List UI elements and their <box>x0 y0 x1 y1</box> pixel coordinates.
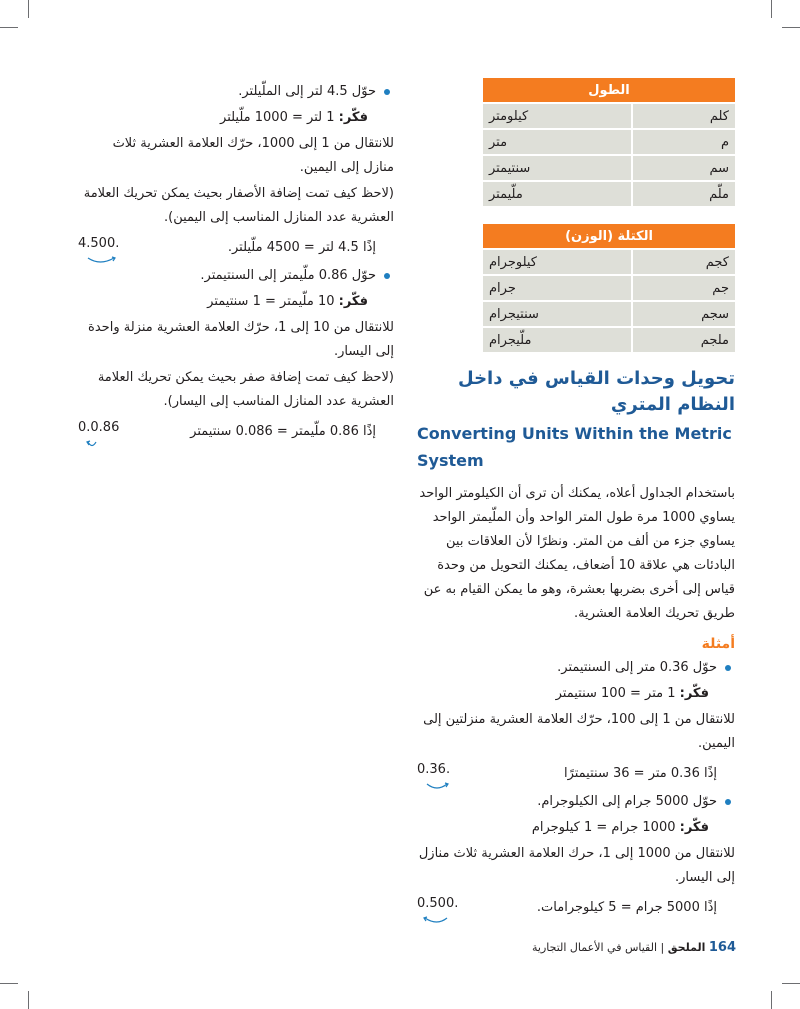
table-row <box>483 156 735 180</box>
crop-mark <box>28 991 29 1009</box>
think-label: فكّر: <box>679 686 709 701</box>
unit-name: ملّيجرام <box>483 328 631 352</box>
unit-abbr: كجم <box>631 250 735 274</box>
crop-mark <box>771 0 772 18</box>
crop-mark <box>782 27 800 28</box>
unit-abbr: جم <box>631 276 735 300</box>
think-text: 10 ملّيمتر = 1 سنتيمتر <box>207 294 335 309</box>
result-text: إذًا 4.5 لتر = 4500 ملّيلتر. <box>227 240 376 255</box>
result-line <box>417 758 735 786</box>
unit-abbr: سم <box>631 156 735 180</box>
crop-mark <box>28 0 29 18</box>
think-text: 1000 جرام = 1 كيلوجرام <box>531 820 676 835</box>
table-row <box>483 104 735 128</box>
crop-mark <box>771 991 772 1009</box>
example-task: حوّل 0.86 ملّيمتر إلى السنتيمتر. <box>78 264 394 288</box>
explanation: للانتقال من 1000 إلى 1، حرك العلامة العشرية ثلاث منازل إلى اليسار. <box>418 846 735 885</box>
decimal-shift <box>78 232 119 260</box>
table-row <box>483 276 735 300</box>
result-text: إذًا 5000 جرام = 5 كيلوجرامات. <box>536 900 717 915</box>
example-3 <box>78 80 394 260</box>
crop-mark <box>0 27 18 28</box>
unit-name: سنتيمتر <box>483 156 631 180</box>
think-label: فكّر: <box>338 294 368 309</box>
unit-abbr: ملجم <box>631 328 735 352</box>
think-line <box>417 816 735 840</box>
result-text: إذًا 0.86 ملّيمتر = 0.086 سنتيمتر <box>190 424 376 439</box>
result-line <box>417 892 735 920</box>
think-text: 1 لتر = 1000 ملّيلتر <box>220 110 335 125</box>
explanation: للانتقال من 1 إلى 100، حرّك العلامة العشرية منزلتين إلى اليمين. <box>423 712 735 751</box>
page-number: 164 <box>708 940 736 955</box>
unit-name: ملّيمتر <box>483 182 631 206</box>
unit-name: سنتيجرام <box>483 302 631 326</box>
note: (لاحظ كيف تمت إضافة صفر بحيث يمكن تحريك العلامة العشرية عدد المنازل المناسب إلى اليسار). <box>97 370 394 409</box>
unit-name: كيلوجرام <box>483 250 631 274</box>
decimal-value: 0.0.86 <box>78 420 120 435</box>
result-line <box>78 416 394 444</box>
mass-table <box>483 222 735 354</box>
result-line <box>78 232 394 260</box>
decimal-value: 4.500. <box>78 236 120 251</box>
decimal-value: 0.500. <box>417 896 459 911</box>
examples-heading: أمثلة <box>701 636 735 652</box>
left-column <box>78 76 394 444</box>
unit-name: كيلومتر <box>483 104 631 128</box>
result-text: إذًا 0.36 متر = 36 سنتيمترًا <box>563 766 717 781</box>
explanation: للانتقال من 10 إلى 1، حرّك العلامة العشرية منزلة واحدة إلى اليسار. <box>88 320 394 359</box>
decimal-shift <box>78 416 119 444</box>
table-row <box>483 130 735 154</box>
crop-mark <box>0 983 18 984</box>
think-label: فكّر: <box>338 110 368 125</box>
think-line <box>417 682 735 706</box>
example-task: حوّل 4.5 لتر إلى الملّيلتر. <box>78 80 394 104</box>
think-line <box>78 290 394 314</box>
table-row <box>483 250 735 274</box>
unit-abbr: م <box>631 130 735 154</box>
unit-abbr: سجم <box>631 302 735 326</box>
length-table <box>483 76 735 208</box>
unit-name: جرام <box>483 276 631 300</box>
page-footer <box>380 940 736 955</box>
example-task: حوّل 5000 جرام إلى الكيلوجرام. <box>417 790 735 814</box>
intro-paragraph: باستخدام الجداول أعلاه، يمكنك أن ترى أن الكيلومتر الواحد يساوي 1000 مرة طول المتر الواحد وأن الملّيمتر الواحد يساوي جزء من ألف من المتر. ونظرًا لأن العلاقات بين البادئات هي علاقة 10 أضعاف، يمكنك التحويل من وحدة قياس إلى أخرى بضربها بعشرة، وهو ما يمكن القيام به عن طريق تحريك العلامة العشرية. <box>419 486 735 621</box>
unit-abbr: كلم <box>631 104 735 128</box>
think-label: فكّر: <box>679 820 709 835</box>
unit-abbr: ملّم <box>631 182 735 206</box>
section-title-english: Converting Units Within the Metric System <box>417 424 732 470</box>
length-table-header: الطول <box>483 78 735 102</box>
table-row <box>483 182 735 206</box>
think-line <box>78 106 394 130</box>
decimal-shift <box>417 892 458 920</box>
decimal-value: 0.36. <box>417 762 451 777</box>
example-task: حوّل 0.36 متر إلى السنتيمتر. <box>417 656 735 680</box>
table-row <box>483 328 735 352</box>
decimal-shift <box>417 758 453 786</box>
think-text: 1 متر = 100 سنتيمتر <box>555 686 676 701</box>
example-2 <box>417 790 735 920</box>
length-table-wrapper <box>483 76 735 354</box>
shift-arrow-icon <box>417 916 461 926</box>
section-title-arabic: تحويل وحدات القياس في داخل النظام المتري <box>458 368 735 415</box>
right-column <box>417 76 735 920</box>
footer-section: الملحق <box>667 941 706 954</box>
unit-name: متر <box>483 130 631 154</box>
table-row <box>483 302 735 326</box>
mass-table-header: الكتلة (الوزن) <box>483 224 735 248</box>
explanation: للانتقال من 1 إلى 1000، حرّك العلامة العشرية ثلاث منازل إلى اليمين. <box>112 136 394 175</box>
footer-separator: | <box>660 941 665 954</box>
example-1 <box>417 656 735 786</box>
note: (لاحظ كيف تمت إضافة الأصفار بحيث يمكن تحريك العلامة العشرية عدد المنازل المناسب إلى اليمين). <box>83 186 394 225</box>
crop-mark <box>782 983 800 984</box>
shift-arrow-icon <box>78 440 108 450</box>
footer-chapter: القياس في الأعمال التجارية <box>531 941 658 954</box>
example-4 <box>78 264 394 444</box>
